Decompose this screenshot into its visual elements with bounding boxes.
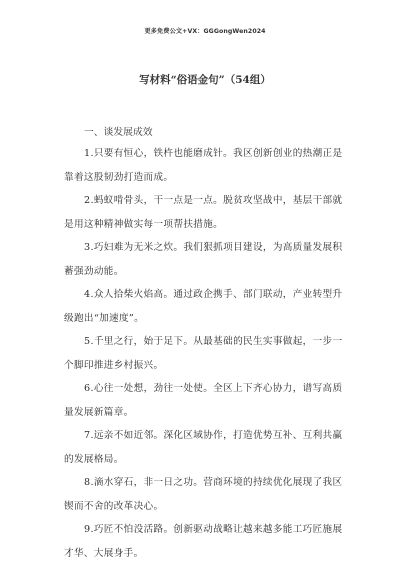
list-item: 4.众人拾柴火焰高。通过政企携手、部门联动，产业转型升级跑出“加速度”。 [64, 289, 343, 324]
document-title: 写材料“俗语金句”（54组） [139, 74, 271, 86]
list-item: 6.心往一处想，劲往一处使。全区上下齐心协力，谱写高质量发展新篇章。 [64, 383, 343, 418]
list-item: 9.巧匠不怕没活路。创新驱动战略让越来越多能工巧匠施展才华、大展身手。 [64, 524, 343, 559]
list-item: 7.远亲不如近邻。深化区域协作，打造优势互补、互利共赢的发展格局。 [64, 430, 343, 465]
list-item: 2.蚂蚁啃骨头，干一点是一点。脱贫攻坚战中，基层干部就是用这种精神做实每一项帮扶措施。 [64, 195, 343, 230]
header-note: 更多免费公文+VX：GGGongWen2024 [144, 28, 266, 35]
list-item: 1.只要有恒心，铁杵也能磨成针。我区创新创业的热潮正是靠着这股韧劲打造而成。 [64, 148, 343, 183]
list-item: 8.滴水穿石，非一日之功。营商环境的持续优化展现了我区锲而不舍的改革决心。 [64, 477, 343, 512]
item-list [64, 142, 347, 565]
section-heading: 一、谈发展成效 [84, 127, 153, 138]
list-item: 5.千里之行，始于足下。从最基础的民生实事做起，一步一个脚印推进乡村振兴。 [64, 336, 343, 371]
list-item: 3.巧妇难为无米之炊。我们狠抓项目建设，为高质量发展积蓄强劲动能。 [64, 242, 343, 277]
